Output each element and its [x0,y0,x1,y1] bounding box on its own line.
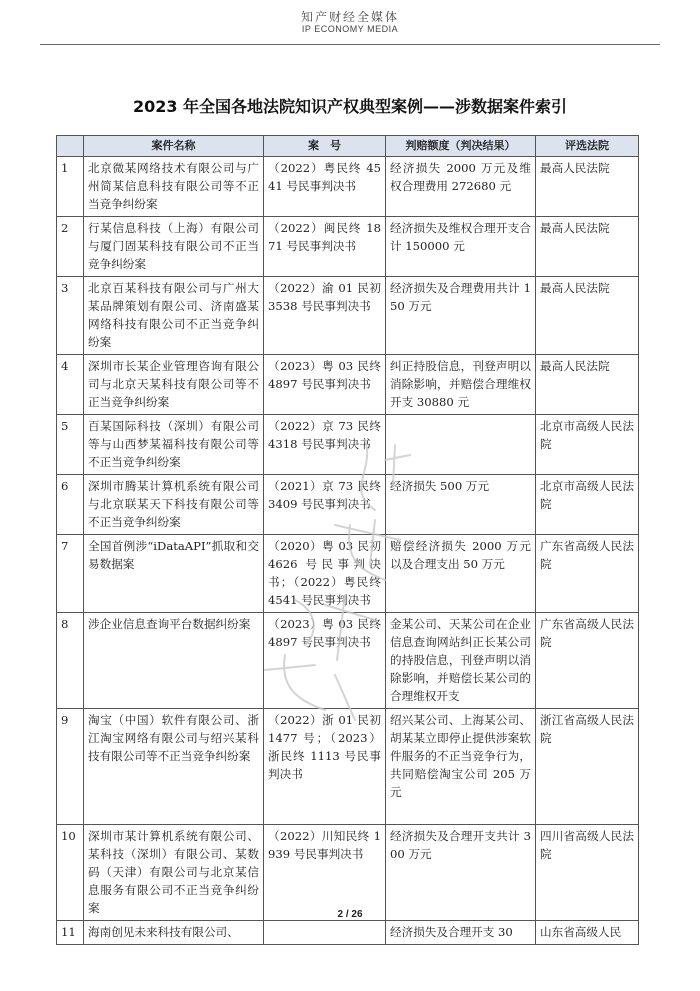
row-index: 3 [57,277,84,355]
case-number-cell: （2021）京 73 民终 3409 号民事判决书 [264,475,386,535]
case-name-cell: 海南创见未来科技有限公司、 [84,921,264,945]
table-row [57,355,639,415]
case-number-cell: （2022）闽民终 1871 号民事判决书 [264,217,386,277]
award-cell: 赔偿经济损失 2000 万元以及合理支出 50 万元 [386,535,536,613]
case-name-cell: 淘宝（中国）软件有限公司、浙江淘宝网络有限公司与绍兴某科技有限公司等不正当竞争纠纷案 [84,709,264,825]
brand-name-en: IP ECONOMY MEDIA [301,24,399,34]
table-row [57,921,639,945]
table-row [57,825,639,921]
brand-name-cn: 知产财经全媒体 [300,10,399,24]
document-title: 2023 年全国各地法院知识产权典型案例——涉数据案件索引 [132,97,568,116]
column-header-court: 评选法院 [536,136,639,157]
case-name-cell: 深圳市腾某计算机系统有限公司与北京联某天下科技有限公司等不正当竞争纠纷案 [84,475,264,535]
court-cell: 最高人民法院 [536,277,639,355]
case-name-cell: 涉企业信息查询平台数据纠纷案 [84,613,264,709]
case-name-cell: 百某国际科技（深圳）有限公司等与山西梦某福科技有限公司等不正当竞争纠纷案 [84,415,264,475]
row-index: 9 [57,709,84,825]
case-name-cell: 深圳市长某企业管理咨询有限公司与北京天某科技有限公司等不正当竞争纠纷案 [84,355,264,415]
row-index: 1 [57,157,84,217]
row-index: 4 [57,355,84,415]
court-cell: 最高人民法院 [536,355,639,415]
page-number: 2 / 26 [337,909,363,920]
court-cell: 最高人民法院 [536,217,639,277]
case-number-cell: （2023）粤 03 民终 4897 号民事判决书 [264,355,386,415]
case-number-cell [264,921,386,945]
award-cell: 纠正持股信息，刊登声明以消除影响，并赔偿合理维权开支 30880 元 [386,355,536,415]
case-number-cell: （2023）粤 03 民终 4897 号民事判决书 [264,613,386,709]
case-index-table [56,135,639,945]
award-cell: 经济损失 500 万元 [386,475,536,535]
row-index: 5 [57,415,84,475]
award-cell: 经济损失及合理开支共计 300 万元 [386,825,536,921]
row-index: 7 [57,535,84,613]
table-row [57,613,639,709]
row-index: 10 [57,825,84,921]
case-number-cell: （2022）浙 01 民初 1477 号；（2023）浙民终 1113 号民事判决书 [264,709,386,825]
case-name-cell: 北京微某网络技术有限公司与广州简某信息科技有限公司等不正当竞争纠纷案 [84,157,264,217]
table-row [57,535,639,613]
award-cell: 经济损失及合理开支 30 [386,921,536,945]
row-index: 2 [57,217,84,277]
table-header-row [57,136,639,157]
court-cell: 广东省高级人民法院 [536,613,639,709]
award-cell: 经济损失及维权合理开支合计 150000 元 [386,217,536,277]
table-row [57,415,639,475]
case-name-cell: 北京百某科技有限公司与广州大某品牌策划有限公司、济南盛某网络科技有限公司不正当竞争纠纷案 [84,277,264,355]
column-header-case-number: 案 号 [264,136,386,157]
column-header-award: 判赔额度（判决结果） [386,136,536,157]
award-cell: 经济损失 2000 万元及维权合理费用 272680 元 [386,157,536,217]
table-body [57,157,639,945]
table-row [57,217,639,277]
court-cell: 山东省高级人民 [536,921,639,945]
court-cell: 北京市高级人民法院 [536,415,639,475]
case-name-cell: 全国首例涉“iDataAPI”抓取和交易数据案 [84,535,264,613]
case-number-cell: （2022）川知民终 1939 号民事判决书 [264,825,386,921]
column-header-case-name: 案件名称 [84,136,264,157]
case-number-cell: （2022）京 73 民终 4318 号民事判决书 [264,415,386,475]
case-name-cell: 深圳市某计算机系统有限公司、某科技（深圳）有限公司、某数码（天津）有限公司与北京某信息服务有限公司不正当竞争纠纷案 [84,825,264,921]
award-cell [386,415,536,475]
award-cell: 经济损失及合理费用共计 150 万元 [386,277,536,355]
table-row [57,709,639,825]
award-cell: 绍兴某公司、上海某公司、胡某某立即停止提供涉案软件服务的不正当竞争行为，共同赔偿淘宝公司 205 万元 [386,709,536,825]
page-header [0,10,700,34]
table-row [57,277,639,355]
case-name-cell: 行某信息科技（上海）有限公司与厦门固某科技有限公司不正当竞争纠纷案 [84,217,264,277]
case-number-cell: （2020）粤 03 民初 4626 号民事判决书；（2022）粤民终 4541 号民事判决书 [264,535,386,613]
award-cell: 金某公司、天某公司在企业信息查询网站纠正长某公司的持股信息，刊登声明以消除影响，并赔偿长某公司的合理维权开支 [386,613,536,709]
row-index: 8 [57,613,84,709]
court-cell: 广东省高级人民法院 [536,535,639,613]
row-index: 11 [57,921,84,945]
court-cell: 北京市高级人民法院 [536,475,639,535]
case-number-cell: （2022）渝 01 民初 3538 号民事判决书 [264,277,386,355]
court-cell: 最高人民法院 [536,157,639,217]
court-cell: 浙江省高级人民法院 [536,709,639,825]
column-header-index [57,136,84,157]
court-cell: 四川省高级人民法院 [536,825,639,921]
case-number-cell: （2022）粤民终 4541 号民事判决书 [264,157,386,217]
table-row [57,157,639,217]
table-row [57,475,639,535]
row-index: 6 [57,475,84,535]
header-divider [40,44,660,45]
